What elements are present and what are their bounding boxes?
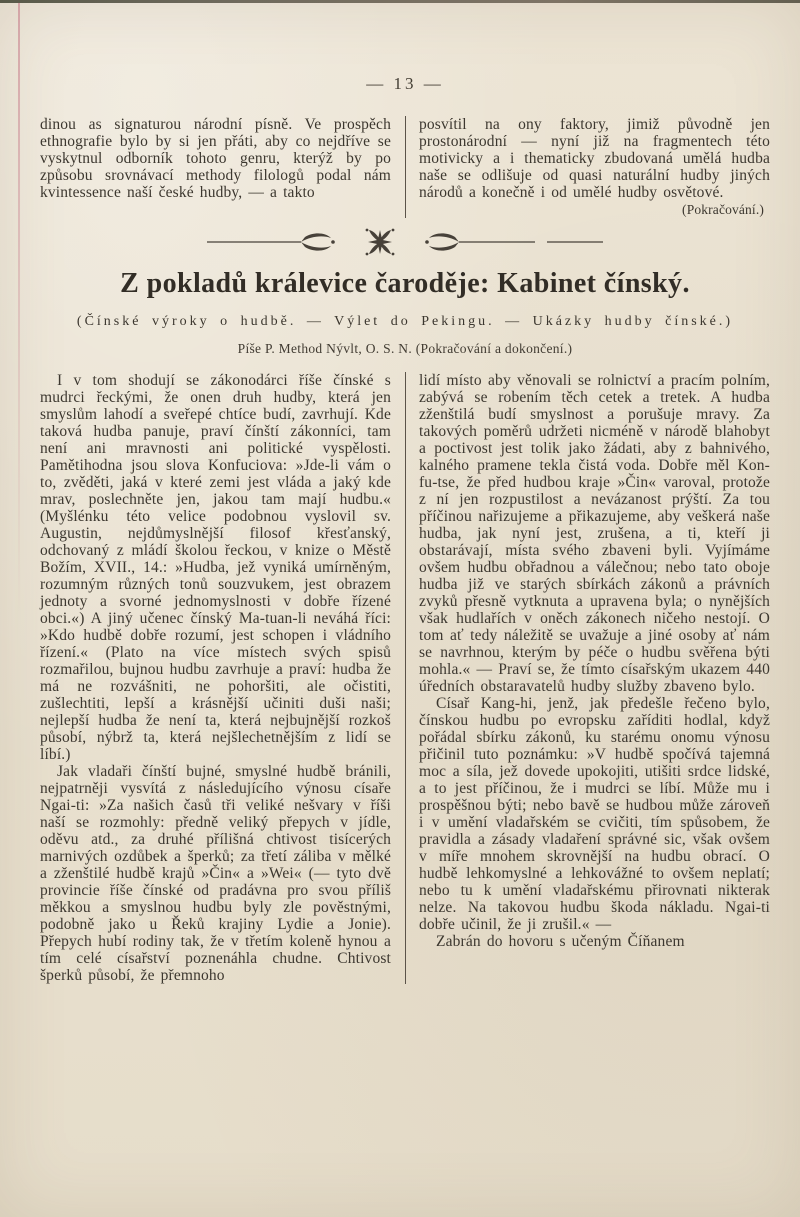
floral-divider-ornament [40, 228, 770, 256]
article-paragraph: Zabrán do hovoru s učeným Číňanem [436, 933, 685, 950]
article-paragraph: Jak vladaři čínští bujné, smyslné hudbě bránili, nejpatrněji vysvítá z následujícího výnosu císaře Ngai-ti: »Za našich časů tři veliké nešvary v říši naší se rozmohly: předně veliký přepych v jídle, oděvu atd., za druhé přílišná chtivost tisícerých marnivých ozdůbek a šperků; za třetí záliba v mělké a zženštilé hudbě krajů »Čin« a »Wei« (— tyto dvě provincie říše čínské od pradávna pro svou příliš měkkou a smyslnou hudbu byly zle pověstnými, podobně jako u Řeků krajiny Lydie a Jonie). Přepych hubí rodiny tak, že v třetím koleně hynou a tím celé císařství poznenáhla chudne. Chtivost šperků působí, že přemnoho [40, 763, 391, 984]
continuation-note: (Pokračování.) [682, 202, 764, 217]
prev-article-right-column [406, 116, 770, 218]
scan-top-edge [0, 0, 800, 3]
article-title: Z pokladů králevice čaroděje: Kabinet čínský. [120, 268, 690, 299]
scan-left-margin-line [18, 3, 20, 623]
previous-article-end [40, 116, 770, 218]
article-subtitle: (Čínské výroky o hudbě. — Výlet do Pekingu. — Ukázky hudby čínské.) [76, 314, 734, 329]
floral-divider-icon [205, 228, 605, 256]
article-byline: Píše P. Method Nývlt, O. S. N. (Pokračování a dokončení.) [237, 341, 573, 356]
page-number: — 13 — [366, 74, 444, 93]
prev-article-right-text: posvítil na ony faktory, jimiž původně jen prostonárodní — nyní již na fragmentech této motivicky a i thematicky zbudovaná umělá hudba naše se odlišuje od quasi naturální hudby jiných národů a konečně i od umělé hudby osvětové. [419, 116, 770, 201]
article-left-column [40, 372, 405, 984]
prev-article-left-text: dinou as signaturou národní písně. Ve prospěch ethnografie bylo by si jen přáti, aby co nejdříve se vyskytnul odborník tohoto genru, kterýž by po způsobu srovnávací methody filologů podal nám kvintessence naší české hudby, — a takto [40, 116, 391, 201]
article-right-column [406, 372, 770, 984]
article-paragraph: I v tom shodují se zákonodárci říše čínské s mudrci řeckými, že onen druh hudby, která jen smyslům lahodí a sveřepé chtíce budí, zavrhují. Kde taková hudba panuje, praví čínští zákonníci, tam není ani mravnosti ani politické vyspělosti. Pamětihodna jsou slova Konfuciova: »Jde-li vám o to, zvěděti, jaká v které zemi jest vláda a jaký kde mrav, poslechněte jen, jakou tam mají hudbu.« (Myšlénku této velice podobnou vyslovil sv. Augustin, nejdůmyslnější filosof křesťanský, odchovaný z mládí školou řeckou, v knize o Městě Božím, XVII., 14.: »Hudba, jež vyniká umírněným, rozumným různých tonů souzvukem, jest obrazem jednoty a svorné jednomyslnosti v dobře řízené obci.«) A jiný učenec čínský Ma-tuan-li neváhá říci: »Kdo hudbě dobře rozumí, jest schopen i vládního řízení.« (Plato na více místech svých spisů rozmařilou, bujnou hudbu zavrhuje a praví: hudba že má ne rozvášniti, ne pohoršiti, ale očistiti, zušlechtiti, lepší a krásnější učiniti duši naši; nejlepší hudba že není ta, která nejbujnější rozkoš působí, nýbrž ta, která nejšlechetnějším z lidí se líbí.) [40, 372, 391, 763]
article-body [40, 372, 770, 984]
article-paragraph: Císař Kang-hi, jenž, jak předešle řečeno bylo, čínskou hudbu po evropsku zaříditi hodlal, když pořádal sbírku zákonů, ku starému onomu výnosu přičinil tuto poznámku: »V hudbě spočívá tajemná moc a síla, jež dovede upokojiti, utišiti srdce lidské, a to jest příčinou, že i mudrci se líbí. Může mu i prospěšnou býti; nebo bavě se hudbou může zároveň i v umění vladařském se cvičiti, tím spůsobem, že pravidla a zásady vladaření správné sic, však ovšem v míře mnohem skrovnější na hudbu obrací. O hudbě lehkomyslné a lehkovážné to ovšem neplatí; nebo tu k umění vladařskému přirovnati nikterak nelze. Na takovou hudbu škoda nákladu. Ngai-ti dobře učinil, že ji zrušil.« — [419, 695, 770, 933]
article-paragraph: lidí místo aby věnovali se rolnictví a pracím polním, zabývá se robením těch cetek a tretek. A hudba zženštilá budí smyslnost a porušuje mravy. Za takových poměrů udržeti nicméně v národě blahobyt a poctivost jest tolik jako žádati, aby z bahnivého, kalného pramene tekla čistá voda. Dobře měl Kon-fu-tse, že před hudbou kraje »Čin« varoval, protože z ní jen rozpustilost a nevázanost prýští. Za tou příčinou nařizujeme a přikazujeme, aby veškerá naše hudba, jak nyní jest, zrušena, a ti, kteří ji obstarávají, místa svého zbaveni byli. Vyjímáme ovšem hudbu obřadnou a válečnou; nebo tato oboje hudba již ve starých sbírkách zákonů a právních zvyků přesně vytknuta a upravena byla; o nynějších však hudlařích v oněch zákonech ničeho nestojí. O tom ať tedy náležitě se uvažuje a jiné osoby ať nám se navrhnou, kterým by péče o hudbu svěřena býti mohla.« — Praví se, že tímto císařským ukazem 440 úředních obstaravatelů hudby služby zbaveno bylo. [419, 372, 770, 695]
prev-article-left-column [40, 116, 405, 218]
